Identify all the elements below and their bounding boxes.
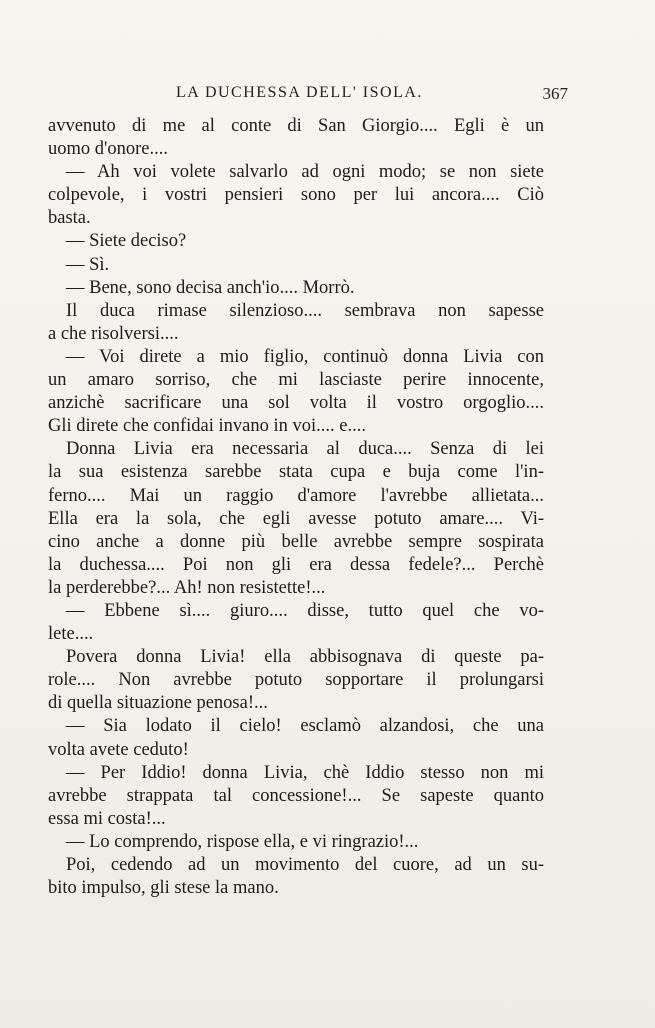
text-line: volta avete ceduto! — [48, 739, 189, 760]
text-line: colpevole, i vostri pensieri sono per lui ancora.... Ciò — [48, 185, 544, 206]
text-line: — Siete deciso? — [66, 231, 187, 252]
text-line: avvenuto di me al conte di San Giorgio.... Egli è un — [48, 116, 544, 136]
text-line: di quella situazione penosa!... — [48, 693, 268, 714]
text-line: Poi, cedendo ad un movimento del cuore, ad un su- — [66, 855, 544, 875]
text-line: — Voi direte a mio figlio, continuò donna Livia con — [66, 346, 544, 367]
text-line: la perderebbe?... Ah! non resistette!... — [48, 577, 326, 598]
text-line: bito impulso, gli stese la mano. — [48, 878, 279, 899]
text-line: lete.... — [48, 624, 94, 645]
text-line: — Lo comprendo, rispose ella, e vi ringrazio!... — [66, 831, 419, 852]
text-line: uomo d'onore.... — [48, 139, 168, 160]
text-line: essa mi costa!... — [48, 808, 166, 829]
text-line: — Ah voi volete salvarlo ad ogni modo; se non siete — [66, 162, 544, 183]
text-line: la duchessa.... Poi non gli era dessa fedele?... Perchè — [48, 554, 544, 575]
text-line: Il duca rimase silenzioso.... sembrava non sapesse — [66, 300, 544, 321]
text-line: cino anche a donne più belle avrebbe sempre sospirata — [48, 531, 544, 552]
text-line: — Ebbene sì.... giuro.... disse, tutto quel che vo- — [66, 600, 544, 621]
running-title: LA DUCHESSA DELL' ISOLA. — [176, 84, 423, 101]
text-line: avrebbe strappata tal concessione!... Se sapeste quanto — [48, 785, 544, 806]
text-line: a che risolversi.... — [48, 323, 179, 344]
text-line: role.... Non avrebbe potuto sopportare il prolungarsi — [48, 670, 544, 691]
text-line: la sua esistenza sarebbe stata cupa e buja come l'in- — [48, 462, 544, 483]
text-line: — Per Iddio! donna Livia, chè Iddio stesso non mi — [66, 762, 544, 783]
text-line: — Sì. — [66, 254, 110, 275]
page-header — [48, 84, 568, 108]
text-line: Ella era la sola, che egli avesse potuto amare.... Vi- — [48, 508, 544, 529]
text-line: Gli direte che confidai invano in voi.... e.... — [48, 416, 367, 437]
text-line: un amaro sorriso, che mi lasciaste perire innocente, — [48, 370, 544, 391]
text-line: basta. — [48, 208, 91, 229]
body-text — [48, 115, 544, 900]
page-number: 367 — [542, 84, 568, 103]
text-line: ferno.... Mai un raggio d'amore l'avrebbe allietata... — [48, 485, 544, 506]
text-line: anzichè sacrificare una sol volta il vostro orgoglio.... — [48, 393, 544, 414]
text-line: Donna Livia era necessaria al duca.... Senza di lei — [66, 439, 544, 460]
text-line: Povera donna Livia! ella abbisognava di queste pa- — [66, 647, 544, 668]
text-line: — Bene, sono decisa anch'io.... Morrò. — [66, 277, 355, 298]
text-line: — Sia lodato il cielo! esclamò alzandosi, che una — [66, 716, 544, 737]
